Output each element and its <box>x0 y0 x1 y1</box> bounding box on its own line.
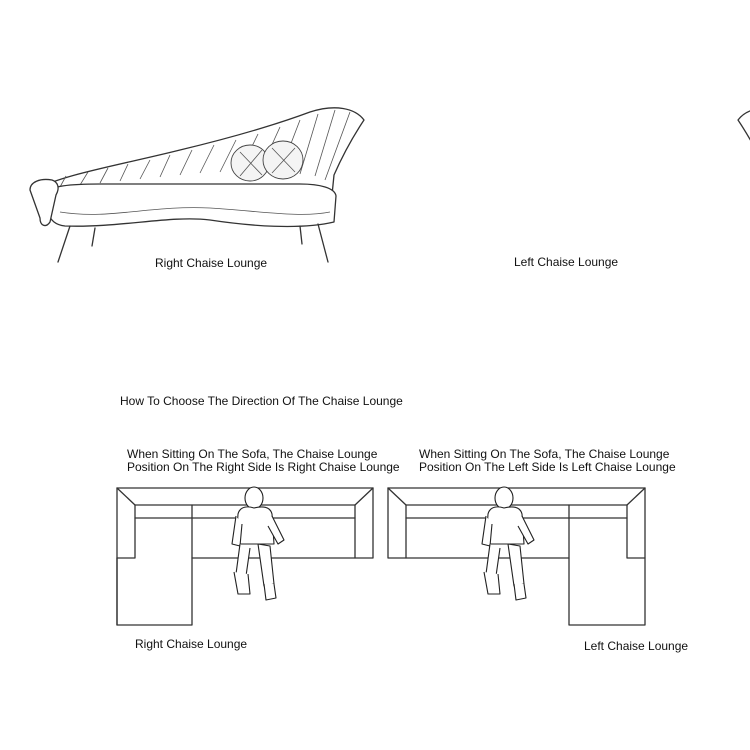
left-description-line-1: When Sitting On The Sofa, The Chaise Lounge <box>419 447 670 461</box>
right-chaise-sofa <box>30 108 364 262</box>
left-chaise-plan-diagram <box>388 487 645 625</box>
right-chaise-plan-diagram <box>117 487 373 625</box>
right-plan-caption: Right Chaise Lounge <box>135 637 248 651</box>
left-description-line-2: Position On The Left Side Is Left Chaise Lounge <box>419 460 676 474</box>
left-plan-caption: Left Chaise Lounge <box>584 639 689 653</box>
right-chaise-description <box>127 448 400 474</box>
seated-person-figure <box>232 487 284 600</box>
seated-person-figure <box>482 487 534 600</box>
left-chaise-lounge-caption: Left Chaise Lounge <box>514 255 619 269</box>
right-chaise-lounge-caption: Right Chaise Lounge <box>155 256 268 270</box>
left-chaise-description <box>419 448 676 474</box>
guide-heading: How To Choose The Direction Of The Chaise Lounge <box>120 394 403 408</box>
right-description-line-1: When Sitting On The Sofa, The Chaise Lounge <box>127 447 378 461</box>
right-description-line-2: Position On The Right Side Is Right Chaise Lounge <box>127 460 400 474</box>
left-chaise-sofa <box>738 108 750 262</box>
